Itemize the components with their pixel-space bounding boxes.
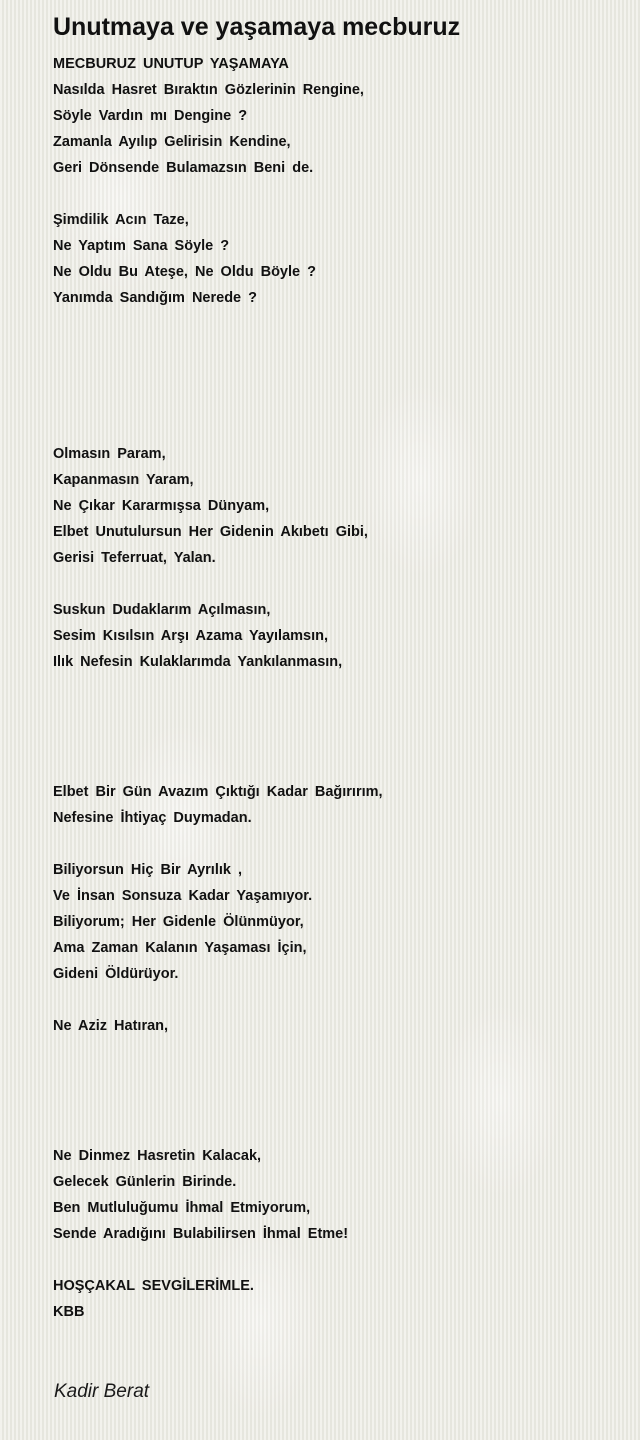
poem-line: Nefesine İhtiyaç Duymadan. <box>53 810 252 826</box>
poem-line: Zamanla Ayılıp Gelirisin Kendine, <box>53 134 291 150</box>
poem-line: Ilık Nefesin Kulaklarımda Yankılanmasın, <box>53 654 343 670</box>
stanza-gap <box>53 181 613 207</box>
poem-line: Gerisi Teferruat, Yalan. <box>53 550 216 566</box>
stanza-gap <box>53 987 613 1013</box>
stanza-gap <box>53 1117 613 1143</box>
poem-line: Gideni Öldürüyor. <box>53 966 179 982</box>
poem-line: Biliyorsun Hiç Bir Ayrılık , <box>53 862 243 878</box>
stanza-gap <box>53 1091 613 1117</box>
stanza-gap <box>53 675 613 701</box>
poem-line: Gelecek Günlerin Birinde. <box>53 1174 237 1190</box>
stanza-gap <box>53 727 613 753</box>
stanza-gap <box>53 753 613 779</box>
stanza-gap <box>53 571 613 597</box>
author-name: Kadir Berat <box>54 1381 150 1402</box>
poem-line: Biliyorum; Her Gidenle Ölünmüyor, <box>53 914 304 930</box>
stanza-gap <box>53 363 613 389</box>
poem-line: Sesim Kısılsın Arşı Azama Yayılamsın, <box>53 628 329 644</box>
stanza-gap <box>53 389 613 415</box>
poem-line: KBB <box>53 1304 85 1320</box>
poem-line: Şimdilik Acın Taze, <box>53 212 189 228</box>
poem-line: MECBURUZ UNUTUP YAŞAMAYA <box>53 56 289 72</box>
poem-line: Geri Dönsende Bulamazsın Beni de. <box>53 160 314 176</box>
stanza-gap <box>53 1247 613 1273</box>
poem-line: Ne Oldu Bu Ateşe, Ne Oldu Böyle ? <box>53 264 316 280</box>
poem-line: Ve İnsan Sonsuza Kadar Yaşamıyor. <box>53 888 313 904</box>
poem-line: Kapanmasın Yaram, <box>53 472 194 488</box>
poem-line: Suskun Dudaklarım Açılmasın, <box>53 602 271 618</box>
poem-line: Söyle Vardın mı Dengine ? <box>53 108 248 124</box>
stanza-gap <box>53 701 613 727</box>
poem-line: Olmasın Param, <box>53 446 166 462</box>
stanza-gap <box>53 1039 613 1065</box>
stanza-gap <box>53 1065 613 1091</box>
poem-line: Ne Yaptım Sana Söyle ? <box>53 238 230 254</box>
stanza-gap <box>53 311 613 337</box>
poem-line: Sende Aradığını Bulabilirsen İhmal Etme! <box>53 1226 349 1242</box>
poem-line: Ben Mutluluğumu İhmal Etmiyorum, <box>53 1200 311 1216</box>
poem-line: HOŞÇAKAL SEVGİLERİMLE. <box>53 1278 254 1294</box>
poem-line: Ama Zaman Kalanın Yaşaması İçin, <box>53 940 307 956</box>
poem-line: Ne Çıkar Kararmışsa Dünyam, <box>53 498 270 514</box>
poem-line: Elbet Bir Gün Avazım Çıktığı Kadar Bağırırım, <box>53 784 383 800</box>
poem-line: Ne Dinmez Hasretin Kalacak, <box>53 1148 262 1164</box>
poem-line: Yanımda Sandığım Nerede ? <box>53 290 257 306</box>
stanza-gap <box>53 831 613 857</box>
poem-body <box>53 51 613 1325</box>
poem-line: Elbet Unutulursun Her Gidenin Akıbetı Gibi, <box>53 524 368 540</box>
stanza-gap <box>53 337 613 363</box>
poem-title: Unutmaya ve yaşamaya mecburuz <box>53 13 461 41</box>
stanza-gap <box>53 415 613 441</box>
poem-line: Nasılda Hasret Bıraktın Gözlerinin Rengine, <box>53 82 364 98</box>
poem-line: Ne Aziz Hatıran, <box>53 1018 169 1034</box>
